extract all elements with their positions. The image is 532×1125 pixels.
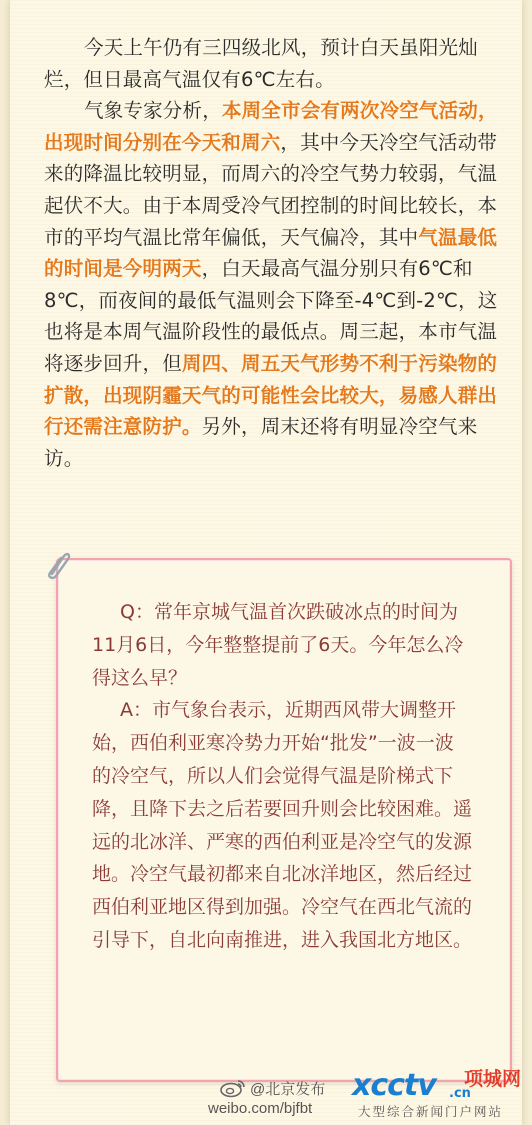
site-logo xyxy=(352,1062,530,1122)
answer-text: A：市气象台表示，近期西风带大调整开始，西伯利亚寒冷势力开始“批发”一波一波的冷空气，所以人们会觉得气温是阶梯式下降，且降下去之后若要回升则会比较困难。遥远的北冰洋、严寒的西伯利亚是冷空气的发源地。冷空气最初都来自北冰洋地区，然后经过西伯利亚地区得到加强。冷空气在西北气流的引导下，自北向南推进，进入我国北方地区。 xyxy=(92,699,473,951)
article-paragraph-2 xyxy=(44,95,500,474)
logo-slogan: 大型综合新闻门户网站 xyxy=(358,1104,504,1119)
article-body xyxy=(44,32,500,474)
paragraph-text: 气象专家分析， xyxy=(84,99,222,123)
question-text: Q：常年京城气温首次跌破冰点的时间为11月6日，今年整整提前了6天。今年怎么冷得这么早？ xyxy=(92,601,464,689)
paragraph-text: ，白天最高气温分别只有6℃和8℃，而夜间的最低气温则会下降至-4℃到-2℃，这也将是本周气温阶段性的最低点。周三起，本市气温将逐步回升，但 xyxy=(44,257,498,375)
paperclip-icon xyxy=(44,548,72,580)
weibo-name: @北京发布 xyxy=(250,1081,326,1098)
paragraph-text: 另外，周末还将有明显冷空气来访。 xyxy=(44,415,478,470)
highlight-text: 气温最低的时间是今明两天 xyxy=(44,225,498,281)
weibo-url: weibo.com/bjfbt xyxy=(208,1100,313,1117)
weibo-icon xyxy=(220,1078,246,1098)
highlight-text: 本周全市会有两次冷空气活动，出现时间分别在今天和周六 xyxy=(44,99,498,154)
qa-content xyxy=(92,596,472,957)
logo-brand-name: 项城网 xyxy=(464,1068,522,1090)
article-paragraph-1: 今天上午仍有三四级北风，预计白天虽阳光灿烂，但日最高气温仅有6℃左右。 xyxy=(44,36,479,91)
paragraph-text: ，其中今天冷空气活动带来的降温比较明显，而周六的冷空气势力较弱，气温起伏不大。由于本周受冷气团控制的时间比较长，本市的平均气温比常年偏低，天气偏冷，其中 xyxy=(44,130,498,249)
logo-wordmark: xcctv xyxy=(352,1068,436,1103)
logo-domain: .cn xyxy=(449,1086,471,1101)
highlight-text: 周四、周五天气形势不利于污染物的扩散，出现阴霾天气的可能性会比较大，易感人群出行还需注意防护。 xyxy=(44,351,498,439)
